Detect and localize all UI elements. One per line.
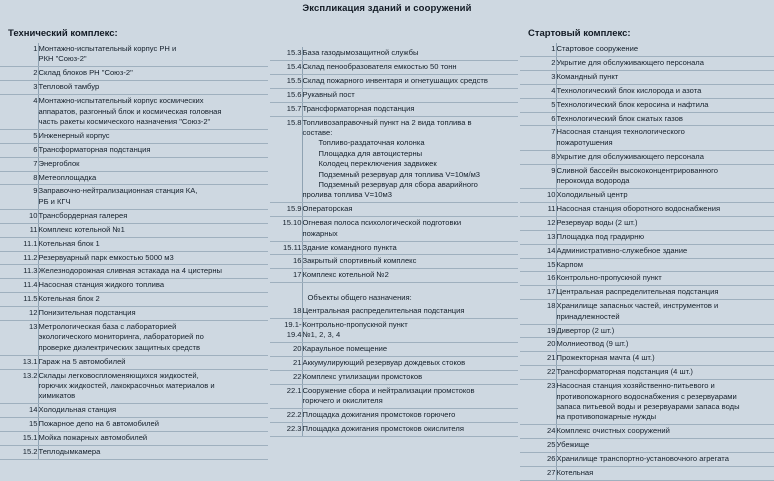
table-row[interactable] [270,203,518,217]
row-label: Административно-служебное здание [556,244,774,258]
row-number: 17 [520,286,556,300]
row-label: Резервуар воды (2 шт.) [556,216,774,230]
row-number: 20 [270,343,302,357]
table-row[interactable] [270,217,518,241]
row-label: Площадка дожигания промстоков окислителя [302,423,518,437]
row-number: 14 [520,244,556,258]
table-row[interactable] [0,321,268,356]
row-number: 15.9 [270,203,302,217]
row-number: 18 [520,300,556,324]
table-row[interactable] [520,43,774,56]
row-number: 10 [520,188,556,202]
row-number: 15.7 [270,102,302,116]
row-number: 2 [520,56,556,70]
row-number: 22.2 [270,409,302,423]
row-subitem: Колодец переключения задвижек [318,159,437,169]
row-number: 11.3 [0,265,38,279]
row-number: 15 [0,418,38,432]
row-number: 15.6 [270,88,302,102]
row-label: Сооружение сбора и нейтрализации промстоков горючего и окислителя [302,385,518,409]
group-heading-row [270,292,518,305]
row-label: Метрологическая база с лабораторией экологического мониторинга, лабораторией по проверке диэлектрических защитных средств [38,321,268,356]
row-label: Командный пункт [556,70,774,84]
row-label: Технологический блок кислорода и азота [556,84,774,98]
table-row[interactable] [270,102,518,116]
column-launch-complex [520,28,774,481]
row-label: Топливозаправочный пункт на 2 вида топлива в составе: Топливо-раздаточная колонка Площадка для автоцистерны Колодец переключения задвижек Подземный резервуар для топлива V=10м/м3 Подземный резервуар для сбора аварийного пролива топлива V=10м3 [302,116,518,203]
row-number: 11.4 [0,279,38,293]
table-row[interactable] [0,157,268,171]
row-label: Трансформаторная подстанция [38,143,268,157]
gap-number-cell [270,283,302,293]
table-row[interactable] [520,425,774,439]
row-label: Склад пожарного инвентаря и огнетушащих средств [302,74,518,88]
table-row[interactable] [270,423,518,437]
row-label: Центральная распределительная подстанция [556,286,774,300]
table-row[interactable] [520,70,774,84]
table-row[interactable] [520,439,774,453]
table-row[interactable] [520,150,774,164]
row-label: Закрытый спортивный комплекс [302,255,518,269]
table-row[interactable] [520,286,774,300]
row-number: 13.1 [0,355,38,369]
row-label: Трансформаторная подстанция [302,102,518,116]
row-label: Котельная блок 2 [38,293,268,307]
row-number: 14 [0,404,38,418]
row-number: 1 [520,43,556,56]
row-label: Укрытие для обслуживающего персонала [556,150,774,164]
table-row[interactable] [0,293,268,307]
table-row[interactable] [0,81,268,95]
row-number: 15.1 [0,432,38,446]
row-number: 24 [520,425,556,439]
row-number: 10 [0,209,38,223]
row-number: 13 [520,230,556,244]
table-row[interactable] [270,47,518,60]
row-label: Укрытие для обслуживающего персонала [556,56,774,70]
row-number: 22.1 [270,385,302,409]
column-heading-spacer [278,28,518,43]
table-row[interactable] [520,98,774,112]
row-number: 27 [520,467,556,481]
row-label: Насосная станция оборотного водоснабжения [556,202,774,216]
gap-label-cell [302,283,518,293]
row-label: Прожекторная мачта (4 шт.) [556,352,774,366]
column-heading-technical: Технический комплекс: [8,28,118,39]
section-gap [270,283,518,293]
row-label: Операторская [302,203,518,217]
row-label: Холодильный центр [556,188,774,202]
table-row[interactable] [520,453,774,467]
row-label: Комплекс котельной №2 [302,269,518,283]
row-label: Инженерный корпус [38,129,268,143]
table-row[interactable] [520,230,774,244]
row-label: Склад пенообразователя емкостью 50 тонн [302,60,518,74]
row-label: Железнодорожная сливная эстакада на 4 цистерны [38,265,268,279]
row-number: 13 [0,321,38,356]
row-label: Метеоплощадка [38,171,268,185]
table-row[interactable] [270,74,518,88]
row-number: 9 [520,164,556,188]
row-label: Хранилище запасных частей, инструментов и принадлежностей [556,300,774,324]
row-label: Насосная станция хозяйственно-питьевого и противопожарного водоснабжения с резервуарами запаса питьевой воды и резервуарами запаса воды на противопожарные нужды [556,380,774,425]
row-label: Огневая полоса психологической подготовки пожарных [302,217,518,241]
table-row[interactable] [520,244,774,258]
row-label: Стартовое сооружение [556,43,774,56]
row-label: Убежище [556,439,774,453]
row-label: Площадка под градирню [556,230,774,244]
row-number: 12 [0,307,38,321]
table-row[interactable] [520,366,774,380]
row-number: 7 [0,157,38,171]
table-row[interactable] [0,171,268,185]
row-label: Тепловой тамбур [38,81,268,95]
row-number: 11.1 [0,237,38,251]
row-number: 11 [0,223,38,237]
row-number: 22 [270,371,302,385]
table-row[interactable] [520,112,774,126]
row-label: Гараж на 5 автомобилей [38,355,268,369]
table-row[interactable] [270,255,518,269]
row-label: Комплекс утилизации промстоков [302,371,518,385]
row-number: 11.5 [0,293,38,307]
table-row[interactable] [520,467,774,481]
row-number: 18 [270,305,302,318]
row-number: 15.8 [270,116,302,203]
row-label: Трансбордерная галерея [38,209,268,223]
row-number: 15.3 [270,47,302,60]
table-row[interactable] [0,129,268,143]
row-label: Мойка пожарных автомобилей [38,432,268,446]
table-row[interactable] [0,265,268,279]
table-row[interactable] [520,202,774,216]
table-row[interactable] [520,380,774,425]
row-label: Площадка дожигания промстоков горючего [302,409,518,423]
table-row[interactable] [520,84,774,98]
table-row[interactable] [0,67,268,81]
row-number: 3 [0,81,38,95]
row-number: 13.2 [0,369,38,404]
row-number: 5 [0,129,38,143]
row-label: Насосная станция технологического пожаротушения [556,126,774,150]
table-row[interactable] [520,272,774,286]
row-number: 11.2 [0,251,38,265]
row-subitem: Топливо-раздаточная колонка [318,138,425,148]
row-label: Комплекс котельной №1 [38,223,268,237]
row-label: Заправочно-нейтрализационная станция КА, РБ и КГЧ [38,185,268,209]
table-row[interactable] [0,369,268,404]
row-label: Пожарное депо на 6 автомобилей [38,418,268,432]
row-number: 15.10 [270,217,302,241]
table-row[interactable] [0,355,268,369]
row-subitem: Подземный резервуар для топлива V=10м/м3 [318,169,481,179]
row-number: 17 [270,269,302,283]
row-number: 6 [0,143,38,157]
row-subitem: Подземный резервуар для сбора аварийного [318,179,478,189]
row-label: Контрольно-пропускной пункт [556,272,774,286]
column-heading-launch: Стартовый комплекс: [528,28,631,39]
table-continuation [270,47,518,437]
table-row[interactable] [520,258,774,272]
table-row[interactable] [520,352,774,366]
table-row[interactable] [270,60,518,74]
column-technical-complex [0,28,268,460]
row-number: 8 [0,171,38,185]
row-number: 9 [0,185,38,209]
row-number: 21 [520,352,556,366]
row-number: 21 [270,357,302,371]
table-row[interactable] [270,116,518,203]
row-number: 16 [270,255,302,269]
row-number: 5 [520,98,556,112]
row-label: Хранилище транспортно-установочного агрегата [556,453,774,467]
table-row[interactable] [520,56,774,70]
table-row[interactable] [0,43,268,67]
row-label: Склад блоков РН "Союз-2" [38,67,268,81]
row-number: 23 [520,380,556,425]
table-row[interactable] [0,418,268,432]
row-label: Резервуарный парк емкостью 5000 м3 [38,251,268,265]
table-row[interactable] [0,251,268,265]
row-number: 15.5 [270,74,302,88]
table-row[interactable] [520,188,774,202]
table-row[interactable] [0,432,268,446]
row-number: 15.4 [270,60,302,74]
row-label: Теплодымкамера [38,446,268,460]
row-label: Технологический блок сжатых газов [556,112,774,126]
row-number: 20 [520,338,556,352]
table-technical-complex [0,43,268,460]
table-row[interactable] [520,338,774,352]
row-label: Котельная [556,467,774,481]
row-number: 19.1- 19.4 [270,319,302,343]
row-label: Рукавный пост [302,88,518,102]
table-row[interactable] [0,209,268,223]
row-number: 15 [520,258,556,272]
row-label: Холодильная станция [38,404,268,418]
row-subitem: Площадка для автоцистерны [318,148,423,158]
table-row[interactable] [0,307,268,321]
group-heading-label: Объекты общего назначения: [307,293,412,303]
row-number: 8 [520,150,556,164]
row-label: Понизительная подстанция [38,307,268,321]
column-continuation [270,28,518,437]
row-label: Центральная распределительная подстанция [302,305,518,318]
row-label: Контрольно-пропускной пункт №1, 2, 3, 4 [302,319,518,343]
row-label: Энергоблок [38,157,268,171]
table-row[interactable] [0,95,268,130]
row-label: Молниеотвод (9 шт.) [556,338,774,352]
group-number-cell [270,292,302,305]
table-row[interactable] [270,88,518,102]
row-number: 22.3 [270,423,302,437]
row-number: 25 [520,439,556,453]
row-number: 4 [0,95,38,130]
row-label: Карпом [556,258,774,272]
table-row[interactable] [0,237,268,251]
row-label: Трансформаторная подстанция (4 шт.) [556,366,774,380]
table-row[interactable] [270,385,518,409]
table-row[interactable] [270,305,518,318]
table-row[interactable] [520,164,774,188]
row-label: Монтажно-испытательный корпус космических аппаратов, разгонный блок и космическая головная часть ракеты космического назначения "Союз-2" [38,95,268,130]
table-row[interactable] [270,409,518,423]
row-number: 7 [520,126,556,150]
row-number: 26 [520,453,556,467]
row-number: 15.2 [0,446,38,460]
row-label: Комплекс очистных сооружений [556,425,774,439]
row-number: 3 [520,70,556,84]
row-number: 16 [520,272,556,286]
row-label: Аккумулирующий резервуар дождевых стоков [302,357,518,371]
table-row[interactable] [0,279,268,293]
table-row[interactable] [0,143,268,157]
row-label: Котельная блок 1 [38,237,268,251]
row-label: Склады легковоспломеняющихся жидкостей, горючих жидкостей, лакокрасочных материалов и химикатов [38,369,268,404]
table-row[interactable] [270,241,518,255]
table-row[interactable] [520,324,774,338]
row-label: Караульное помещение [302,343,518,357]
table-row[interactable] [520,126,774,150]
row-label: Сливной бассейн высококонцентрированного перокоида водорода [556,164,774,188]
row-number: 19 [520,324,556,338]
page-title: Экспликация зданий и сооружений [302,3,472,14]
table-row[interactable] [270,343,518,357]
row-number: 2 [0,67,38,81]
table-row[interactable] [270,269,518,283]
table-row[interactable] [0,223,268,237]
table-launch-complex [520,43,774,481]
row-number: 4 [520,84,556,98]
table-row[interactable] [0,404,268,418]
row-label: Монтажно-испытательный корпус РН и РКН "Союз-2" [38,43,268,67]
row-number: 1 [0,43,38,67]
row-number: 22 [520,366,556,380]
row-number: 11 [520,202,556,216]
table-row[interactable] [270,371,518,385]
table-row[interactable] [520,300,774,324]
row-label: Дивертор (2 шт.) [556,324,774,338]
table-row[interactable] [270,357,518,371]
row-label: База газодымозащитной службы [302,47,518,60]
table-row[interactable] [0,185,268,209]
row-number: 15.11 [270,241,302,255]
row-label: Технологический блок керосина и нафтила [556,98,774,112]
row-number: 6 [520,112,556,126]
row-label: Насосная станция жидкого топлива [38,279,268,293]
table-row[interactable] [520,216,774,230]
table-row[interactable] [270,319,518,343]
row-number: 12 [520,216,556,230]
row-label: Здание командного пункта [302,241,518,255]
